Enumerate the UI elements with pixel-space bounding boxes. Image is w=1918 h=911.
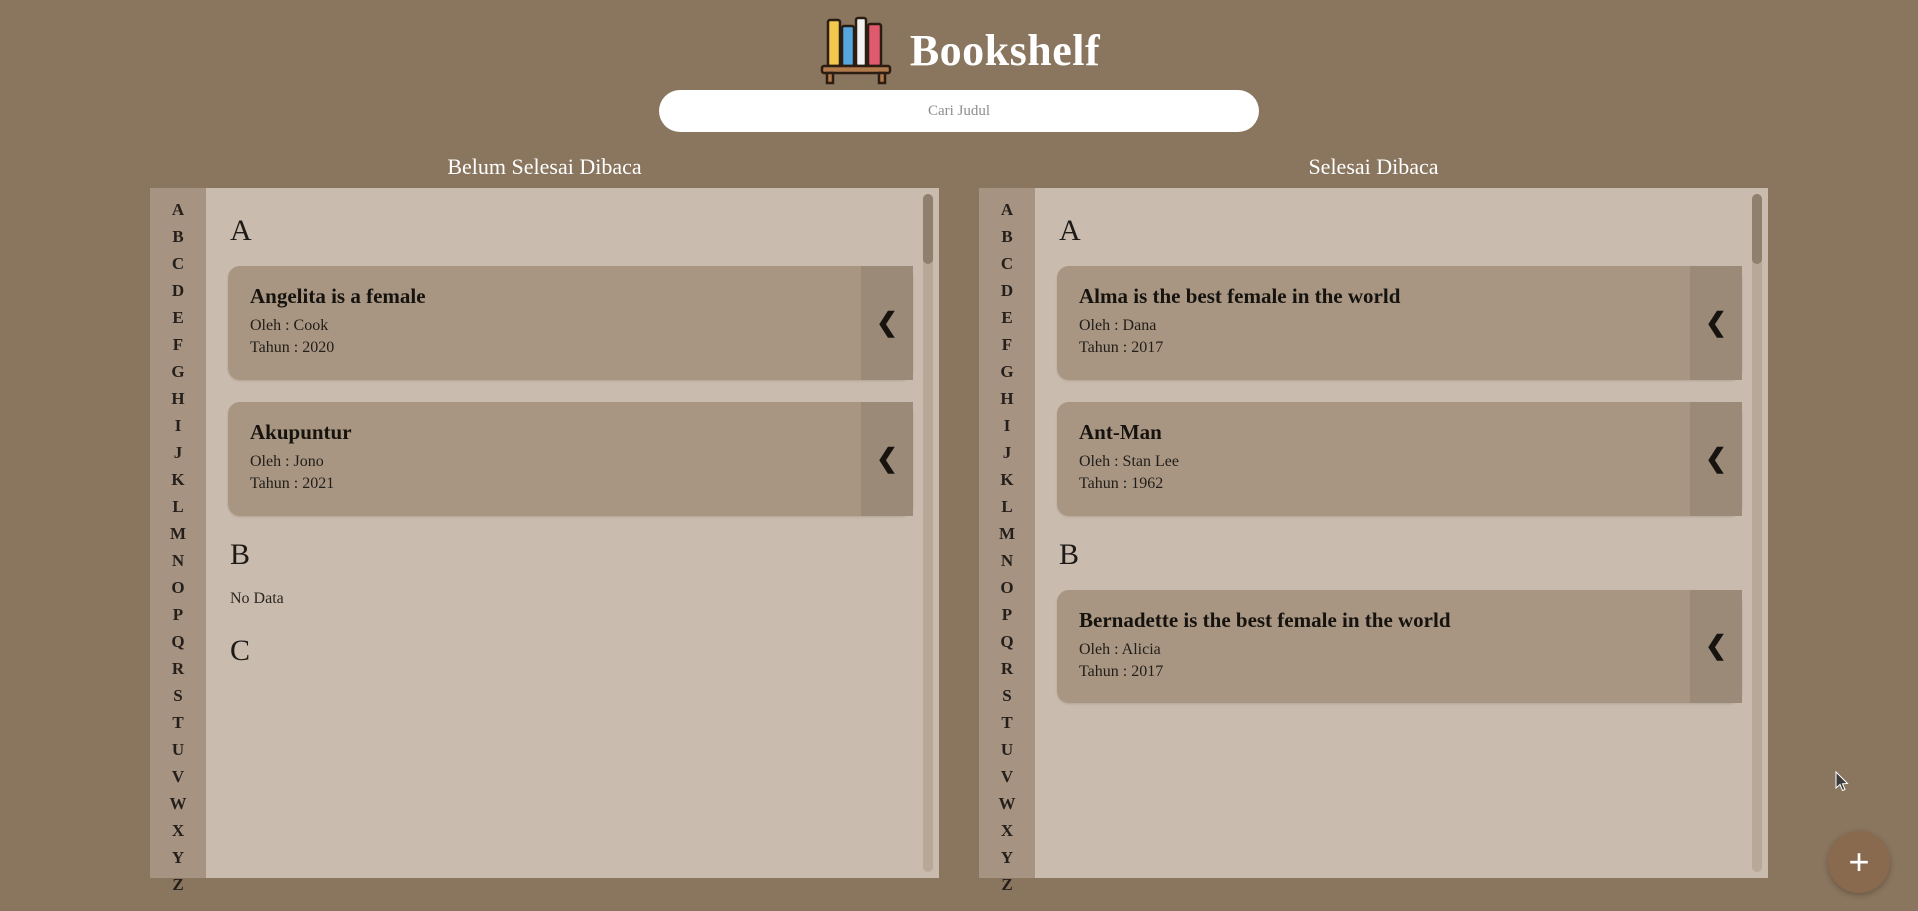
shelf-columns bbox=[0, 154, 1918, 894]
alpha-letter[interactable]: D bbox=[171, 281, 185, 300]
book-author: Oleh : Jono bbox=[250, 452, 324, 470]
alpha-letter[interactable]: M bbox=[998, 524, 1016, 543]
column-finished bbox=[979, 154, 1768, 894]
plus-icon: + bbox=[1848, 841, 1870, 882]
alpha-letter[interactable]: M bbox=[169, 524, 187, 543]
group-letter: B bbox=[230, 537, 251, 571]
alpha-letter[interactable]: R bbox=[171, 659, 185, 678]
book-title: Akupuntur bbox=[250, 419, 352, 444]
alpha-letter[interactable]: T bbox=[1001, 713, 1013, 732]
alphabet-rail-unfinished[interactable] bbox=[150, 188, 206, 894]
app-header bbox=[0, 0, 1918, 86]
scrollbar-track[interactable] bbox=[923, 194, 933, 872]
alpha-letter[interactable]: Y bbox=[171, 848, 185, 867]
alpha-letter[interactable]: B bbox=[172, 227, 184, 246]
book-year: Tahun : 2021 bbox=[250, 475, 335, 493]
book-year: Tahun : 1962 bbox=[1079, 475, 1164, 493]
chevron-left-icon[interactable]: ❮ bbox=[861, 402, 913, 516]
alpha-letter[interactable]: T bbox=[172, 713, 184, 732]
book-card[interactable] bbox=[228, 266, 913, 380]
group-letter: C bbox=[230, 633, 251, 667]
column-title-unfinished: Belum Selesai Dibaca bbox=[447, 154, 642, 179]
alpha-letter[interactable]: U bbox=[171, 740, 185, 759]
alpha-letter[interactable]: S bbox=[1002, 686, 1012, 705]
alpha-letter[interactable]: N bbox=[1000, 551, 1014, 570]
alpha-letter[interactable]: P bbox=[172, 605, 184, 624]
group-letter: B bbox=[1059, 537, 1080, 571]
alpha-letter[interactable]: G bbox=[171, 362, 185, 381]
book-author: Oleh : Dana bbox=[1079, 317, 1157, 334]
chevron-left-icon[interactable]: ❮ bbox=[861, 266, 913, 380]
alpha-letter[interactable]: P bbox=[1001, 605, 1013, 624]
shelf-unfinished bbox=[150, 188, 939, 894]
book-card[interactable] bbox=[1057, 402, 1742, 516]
chevron-left-icon[interactable]: ❮ bbox=[1690, 266, 1742, 380]
book-year: Tahun : 2017 bbox=[1079, 662, 1164, 680]
alpha-letter[interactable]: E bbox=[1001, 308, 1013, 327]
alpha-letter[interactable]: I bbox=[174, 416, 182, 435]
alpha-letter[interactable]: B bbox=[1001, 227, 1013, 246]
scrollbar-thumb[interactable] bbox=[1752, 194, 1762, 264]
alpha-letter[interactable]: J bbox=[173, 443, 183, 462]
alpha-letter[interactable]: J bbox=[1002, 443, 1012, 462]
alpha-letter[interactable]: V bbox=[171, 767, 185, 786]
alpha-letter[interactable]: N bbox=[171, 551, 185, 570]
book-title: Angelita is a female bbox=[250, 284, 426, 308]
group-letter: A bbox=[230, 214, 252, 247]
book-author: Oleh : Alicia bbox=[1079, 640, 1161, 658]
book-info bbox=[1057, 402, 1690, 516]
alpha-letter[interactable]: D bbox=[1000, 281, 1014, 300]
alpha-letter[interactable]: Q bbox=[1000, 632, 1014, 651]
alpha-letter[interactable]: S bbox=[173, 686, 183, 705]
scrollbar-thumb[interactable] bbox=[923, 194, 933, 264]
alpha-letter[interactable]: K bbox=[1000, 470, 1014, 489]
book-info bbox=[1057, 266, 1690, 380]
book-info bbox=[228, 402, 861, 516]
book-year: Tahun : 2020 bbox=[250, 339, 335, 357]
alpha-letter[interactable]: K bbox=[171, 470, 185, 489]
book-list-unfinished[interactable] bbox=[206, 188, 939, 878]
scrollbar-track[interactable] bbox=[1752, 194, 1762, 872]
search-bar bbox=[0, 90, 1918, 132]
alpha-letter[interactable]: I bbox=[1003, 416, 1011, 435]
column-title-finished: Selesai Dibaca bbox=[1308, 154, 1439, 179]
alpha-letter[interactable]: U bbox=[1000, 740, 1014, 759]
alphabet-rail-finished[interactable] bbox=[979, 188, 1035, 894]
alpha-letter[interactable]: F bbox=[1001, 335, 1013, 354]
add-book-button[interactable] bbox=[1828, 831, 1890, 893]
alpha-letter[interactable]: W bbox=[169, 794, 187, 813]
empty-state-text: No Data bbox=[230, 589, 284, 607]
book-title: Ant-Man bbox=[1079, 419, 1162, 444]
shelf-finished bbox=[979, 188, 1768, 894]
book-list-finished[interactable] bbox=[1035, 188, 1768, 878]
alpha-letter[interactable]: L bbox=[172, 497, 184, 516]
alpha-letter[interactable]: R bbox=[1000, 659, 1014, 678]
alpha-letter[interactable]: O bbox=[171, 578, 185, 597]
book-info bbox=[228, 266, 861, 380]
group-letter: A bbox=[1059, 214, 1081, 247]
alpha-letter[interactable]: F bbox=[172, 335, 184, 354]
alpha-letter[interactable]: G bbox=[1000, 362, 1014, 381]
book-card[interactable] bbox=[228, 402, 913, 516]
alpha-letter[interactable]: W bbox=[998, 794, 1016, 813]
page-title: Bookshelf bbox=[909, 25, 1101, 75]
bookshelf-icon bbox=[818, 14, 894, 86]
alpha-letter[interactable]: A bbox=[171, 200, 185, 219]
alpha-letter[interactable]: L bbox=[1001, 497, 1013, 516]
alpha-letter[interactable]: O bbox=[1000, 578, 1014, 597]
book-year: Tahun : 2017 bbox=[1079, 339, 1164, 357]
alpha-letter[interactable]: H bbox=[171, 389, 185, 408]
alpha-letter[interactable]: Z bbox=[1001, 875, 1013, 894]
alpha-letter[interactable]: X bbox=[171, 821, 185, 840]
chevron-left-icon[interactable]: ❮ bbox=[1690, 402, 1742, 516]
alpha-letter[interactable]: Q bbox=[171, 632, 185, 651]
alpha-letter[interactable]: H bbox=[1000, 389, 1014, 408]
alpha-letter[interactable]: Y bbox=[1000, 848, 1014, 867]
book-author: Oleh : Cook bbox=[250, 317, 329, 334]
book-info bbox=[1057, 590, 1690, 704]
search-input[interactable] bbox=[659, 90, 1259, 132]
book-title: Alma is the best female in the world bbox=[1079, 284, 1401, 308]
chevron-left-icon[interactable]: ❮ bbox=[1690, 590, 1742, 704]
book-title: Bernadette is the best female in the world bbox=[1079, 607, 1451, 632]
alpha-letter[interactable]: V bbox=[1000, 767, 1014, 786]
alpha-letter[interactable]: C bbox=[171, 254, 185, 273]
alpha-letter[interactable]: X bbox=[1000, 821, 1014, 840]
alpha-letter[interactable]: C bbox=[1000, 254, 1014, 273]
book-card[interactable] bbox=[1057, 266, 1742, 380]
alpha-letter[interactable]: E bbox=[172, 308, 184, 327]
book-author: Oleh : Stan Lee bbox=[1079, 452, 1179, 470]
book-card[interactable] bbox=[1057, 590, 1742, 704]
column-unfinished bbox=[150, 154, 939, 894]
alpha-letter[interactable]: A bbox=[1000, 200, 1014, 219]
alpha-letter[interactable]: Z bbox=[172, 875, 184, 894]
